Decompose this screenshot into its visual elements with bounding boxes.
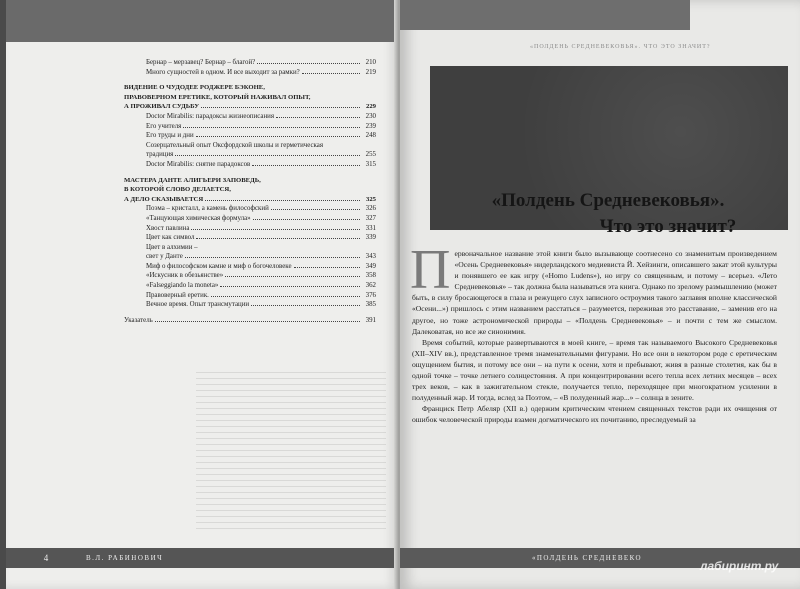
toc-page-number: 229 bbox=[365, 103, 376, 111]
toc-leader-dots bbox=[276, 117, 360, 118]
toc-entry bbox=[124, 291, 376, 301]
toc-entry-title: Указатель bbox=[124, 316, 153, 324]
toc-leader-dots bbox=[252, 165, 360, 166]
toc-entry bbox=[124, 243, 376, 253]
toc-leader-dots bbox=[294, 267, 360, 268]
toc-entry bbox=[124, 160, 376, 170]
toc-entry bbox=[124, 233, 376, 243]
chapter-body bbox=[410, 239, 777, 426]
toc-section-heading bbox=[124, 176, 376, 186]
toc-entry-title: А ДЕЛО СКАЗЫВАЕТСЯ bbox=[124, 195, 204, 203]
toc-page-number: 362 bbox=[365, 282, 376, 290]
paragraph-1-text: ервоначальное название этой книги было вызывающе соотнесено со знаменитым произведением «Осень Средневековья» нидерландского медиевиста Й. Хейзинги, описавшего закат этой культуры и понявшего ее как игру («Homo Ludens»), но игру со священным, и потому – всерьез. «Лето Средневековья» – так должна была называться эта книга. Однако по зрелому размышлению (может быть, в силу бросающегося в глаза и режущего слух записного остроумия такого заглавия вполне классической «Осени...») пришлось с этим названием расстаться – разумеется, переживая это расставание, – заменив его на другое, но тоже астрономической природы – «Полдень Средневековья» – и почти с тем же смыслом. Далековатая, но все же синонимия. bbox=[412, 249, 777, 336]
toc-page-number: 248 bbox=[365, 132, 376, 140]
toc-leader-dots bbox=[271, 209, 360, 210]
toc-entry-title: Созерцательный опыт Оксфордской школы и герметическая bbox=[146, 141, 324, 149]
toc-entry-title: традиция bbox=[146, 151, 174, 159]
toc-leader-dots bbox=[183, 127, 360, 128]
paragraph-3: Франциск Петр Абеляр (XII в.) одержим критическим чтением священных текстов ради их очищения от ошибок человеческой природы взамен догматического их почитанию, преследуемый за bbox=[412, 404, 777, 425]
toc-entry-title: Хвост павлина bbox=[146, 224, 190, 232]
toc-leader-dots bbox=[185, 257, 360, 258]
toc-page-number: 255 bbox=[365, 151, 376, 159]
toc-page-number: 230 bbox=[365, 112, 376, 120]
toc-leader-dots bbox=[220, 286, 360, 287]
toc-page-number: 327 bbox=[365, 214, 376, 222]
toc-page-number: 358 bbox=[365, 272, 376, 280]
toc-entry-title: ВИДЕНИЕ О ЧУДОДЕЕ РОДЖЕРЕ БЭКОНЕ, bbox=[124, 84, 265, 92]
toc-leader-dots bbox=[253, 219, 360, 220]
toc-entry-title: «Танцующая химическая формула» bbox=[146, 214, 251, 222]
toc-page-number: 210 bbox=[365, 59, 376, 66]
toc-entry bbox=[124, 131, 376, 141]
footer-header: «ПОЛДЕНЬ СРЕДНЕВЕКО bbox=[532, 554, 642, 562]
toc-entry-title: Цвет как символ bbox=[146, 234, 195, 242]
toc-leader-dots bbox=[205, 200, 360, 201]
toc-entry bbox=[124, 150, 376, 160]
table-of-contents bbox=[124, 58, 376, 325]
toc-entry bbox=[124, 204, 376, 214]
toc-entry bbox=[124, 300, 376, 310]
toc-entry bbox=[124, 214, 376, 224]
paragraph-2: Время событий, которые развертываются в моей книге, – время так называемого Высокого Средневековья (XII–XIV вв.), представленное тремя знаменательными фигурами. Но все они в некотором роде с еретическим ощущением бытия, и потому все они – на пути к осени, хотя и пребывают, живя в разные столетия, как бы в одной точке – точке летнего солнцестояния. А при концентрировании всего тепла всех летних месяцев – всех трех веков, – как в зажигательном стекле, получается тепло, переходящее при многократном усилении в полуденный жар. И тогда, вслед за Поэтом, – «В полуденный жар...» – солнца в зените. bbox=[412, 337, 777, 403]
toc-page-number: 339 bbox=[365, 234, 376, 242]
chapter-title bbox=[438, 188, 778, 240]
right-top-band bbox=[400, 0, 690, 30]
watermark-logo: лабиринт.ру bbox=[700, 559, 779, 573]
toc-page-number: 331 bbox=[365, 224, 376, 232]
toc-entry-title: «Искусник в обезьянстве» bbox=[146, 272, 224, 280]
toc-page-number: 325 bbox=[365, 195, 376, 203]
toc-entry-title: Его труды и дни bbox=[146, 132, 194, 140]
toc-entry bbox=[124, 224, 376, 234]
toc-page-number: 385 bbox=[365, 301, 376, 309]
toc-entry-title: свет у Данте bbox=[146, 253, 183, 261]
toc-entry-title: В КОТОРОЙ СЛОВО ДЕЛАЕТСЯ, bbox=[124, 186, 231, 194]
chapter-title-line-1: «Полдень Средневековья». bbox=[491, 190, 725, 211]
toc-entry-title: ПРАВОВЕРНОМ ЕРЕТИКЕ, КОТОРЫЙ НАЖИВАЛ ОПЫТ, bbox=[124, 93, 311, 101]
left-page bbox=[6, 0, 398, 589]
drop-cap: П bbox=[410, 239, 451, 301]
right-page bbox=[400, 0, 800, 589]
toc-leader-dots bbox=[175, 155, 360, 156]
toc-section-heading bbox=[124, 185, 376, 195]
toc-entry-title: «Falsеggiando la moneta» bbox=[146, 282, 219, 290]
toc-section-heading bbox=[124, 83, 376, 93]
toc-entry-title: Цвет в алхимии – bbox=[146, 243, 198, 251]
toc-page-number: 376 bbox=[365, 291, 376, 299]
toc-entry bbox=[124, 316, 376, 326]
toc-page-number: 349 bbox=[365, 262, 376, 270]
left-top-band bbox=[6, 0, 398, 42]
toc-leader-dots bbox=[302, 73, 360, 74]
toc-leader-dots bbox=[196, 238, 360, 239]
bleed-through-text bbox=[196, 372, 386, 532]
toc-entry bbox=[124, 271, 376, 281]
toc-entry bbox=[124, 141, 376, 151]
toc-entry bbox=[124, 252, 376, 262]
toc-section-heading bbox=[124, 93, 376, 103]
toc-page-number: 391 bbox=[365, 316, 376, 324]
toc-leader-dots bbox=[257, 63, 360, 64]
toc-leader-dots bbox=[191, 229, 360, 230]
toc-leader-dots bbox=[201, 107, 360, 108]
toc-entry-title: Doctor Mirabilis: парадоксы жизнеописания bbox=[146, 112, 275, 120]
left-footer bbox=[6, 548, 398, 568]
toc-entry-title: Правоверный еретик. bbox=[146, 291, 209, 299]
toc-page-number: 326 bbox=[365, 205, 376, 213]
toc-entry-title: Поэма – кристалл, а камень философский bbox=[146, 205, 269, 213]
toc-entry-title: Вечное время. Опыт трансмутации bbox=[146, 301, 250, 309]
toc-entry-title: А ПРОЖИВАЛ СУДЬБУ bbox=[124, 103, 200, 111]
toc-entry bbox=[124, 262, 376, 272]
toc-page-number: 315 bbox=[365, 160, 376, 168]
toc-leader-dots bbox=[196, 136, 360, 137]
chapter-title-line-2: Что это значит? bbox=[599, 216, 737, 237]
footer-author: В.Л. РАБИНОВИЧ bbox=[86, 554, 164, 562]
toc-section-heading bbox=[124, 102, 376, 112]
toc-entry bbox=[124, 112, 376, 122]
toc-leader-dots bbox=[155, 321, 360, 322]
toc-page-number: 219 bbox=[365, 68, 376, 76]
toc-entry-title: Doctor Mirabilis: снятие парадоксов bbox=[146, 160, 251, 168]
running-header: «ПОЛДЕНЬ СРЕДНЕВЕКОВЬЯ». ЧТО ЭТО ЗНАЧИТ? bbox=[530, 44, 711, 50]
toc-section-heading bbox=[124, 195, 376, 205]
toc-entry-title: Бернар – мерзавец? Бернар – благой? bbox=[146, 59, 256, 66]
toc-entry-title: Его учителя bbox=[146, 122, 182, 130]
toc-entry bbox=[124, 122, 376, 132]
toc-entry-title: Миф о философском камне и миф о богочеловеке bbox=[146, 262, 292, 270]
toc-entry-title: МАСТЕРА ДАНТЕ АЛИГЬЕРИ ЗАПОВЕДЬ, bbox=[124, 176, 261, 184]
toc-entry bbox=[124, 281, 376, 291]
toc-page-number: 343 bbox=[365, 253, 376, 261]
toc-leader-dots bbox=[225, 276, 360, 277]
paragraph-1 bbox=[410, 239, 777, 337]
left-page-number: 4 bbox=[43, 553, 49, 563]
toc-page-number: 239 bbox=[365, 122, 376, 130]
toc-entry bbox=[124, 58, 376, 68]
toc-entry bbox=[124, 68, 376, 78]
toc-leader-dots bbox=[251, 305, 360, 306]
toc-entry-title: Много сущностей в одном. И все выходит за рамки? bbox=[146, 68, 300, 76]
toc-leader-dots bbox=[211, 296, 360, 297]
